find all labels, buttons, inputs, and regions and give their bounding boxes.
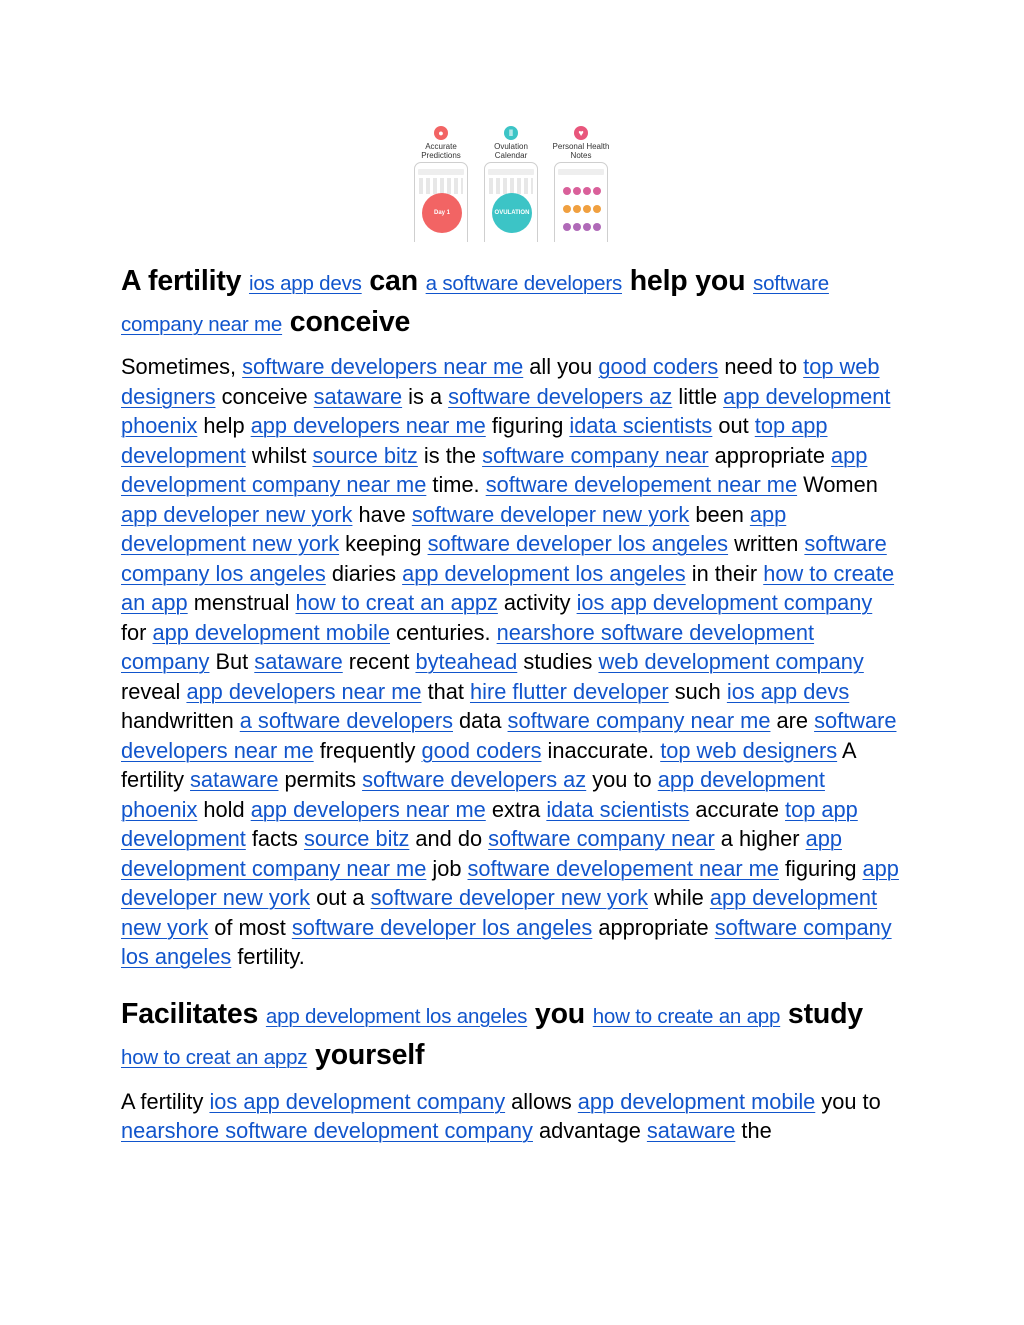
inline-link[interactable]: app development phoenix bbox=[121, 383, 891, 438]
card-badge: Day 1 bbox=[422, 193, 462, 233]
inline-link[interactable]: app development los angeles bbox=[402, 560, 686, 586]
text-run: such bbox=[668, 678, 727, 704]
inline-link[interactable]: ios app development company bbox=[576, 590, 873, 615]
inline-link[interactable]: software developement near me bbox=[485, 472, 798, 497]
text-run: A fertility bbox=[121, 737, 856, 792]
text-run: you to bbox=[815, 1088, 881, 1114]
text-run: yourself bbox=[307, 1038, 425, 1071]
app-preview-image bbox=[412, 118, 612, 242]
inline-link[interactable]: good coders bbox=[598, 354, 719, 379]
inline-link[interactable]: a software developers bbox=[425, 272, 622, 295]
text-run: need to bbox=[718, 354, 804, 379]
text-run: of most bbox=[208, 914, 292, 940]
text-run: appropriate bbox=[592, 914, 715, 940]
inline-link[interactable]: app developers near me bbox=[186, 678, 422, 704]
text-run: all you bbox=[523, 354, 599, 379]
inline-link[interactable]: how to creat an appz bbox=[295, 590, 498, 615]
inline-link[interactable]: app development phoenix bbox=[121, 767, 825, 822]
section-paragraph bbox=[121, 352, 901, 972]
inline-link[interactable]: byteahead bbox=[415, 649, 518, 674]
inline-link[interactable]: app developer new york bbox=[121, 501, 353, 527]
inline-link[interactable]: source bitz bbox=[303, 826, 410, 851]
text-run: are bbox=[770, 708, 815, 733]
inline-link[interactable]: sataware bbox=[254, 649, 343, 674]
inline-link[interactable]: source bitz bbox=[312, 442, 418, 468]
inline-link[interactable]: good coders bbox=[421, 737, 542, 763]
text-run: and do bbox=[409, 826, 489, 851]
inline-link[interactable]: app developers near me bbox=[250, 413, 486, 438]
text-run: Women bbox=[797, 472, 878, 497]
inline-link[interactable]: software developers az bbox=[448, 383, 673, 409]
text-run: facts bbox=[245, 826, 304, 851]
text-run: menstrual bbox=[187, 590, 296, 615]
text-run: been bbox=[689, 501, 750, 527]
preview-card bbox=[412, 118, 470, 242]
inline-link[interactable]: app development los angeles bbox=[265, 1004, 528, 1028]
inline-link[interactable]: app development company near me bbox=[121, 442, 868, 497]
inline-link[interactable]: app development new york bbox=[121, 501, 787, 556]
inline-link[interactable]: hire flutter developer bbox=[469, 678, 669, 704]
text-run: is a bbox=[402, 383, 449, 409]
text-run: you bbox=[527, 997, 593, 1030]
text-run: little bbox=[672, 383, 724, 409]
inline-link[interactable]: software company near bbox=[488, 826, 715, 851]
card-caption: Accurate Predictions bbox=[421, 142, 461, 160]
text-run: handwritten bbox=[121, 708, 240, 733]
inline-link[interactable]: ios app development company bbox=[209, 1088, 506, 1114]
inline-link[interactable]: software developer los angeles bbox=[427, 531, 729, 556]
phone-mockup bbox=[554, 162, 608, 242]
article-body bbox=[121, 262, 901, 1146]
text-run: fertility. bbox=[231, 944, 305, 969]
preview-card bbox=[482, 118, 540, 242]
card-badge: OVULATION bbox=[492, 193, 532, 233]
text-run: written bbox=[728, 531, 805, 556]
inline-link[interactable]: nearshore software development company bbox=[121, 619, 815, 674]
inline-link[interactable]: app development company near me bbox=[121, 826, 842, 881]
section-heading bbox=[121, 995, 901, 1077]
text-run: study bbox=[780, 997, 863, 1030]
inline-link[interactable]: software developers near me bbox=[242, 354, 524, 379]
inline-link[interactable]: idata scientists bbox=[569, 413, 713, 438]
inline-link[interactable]: sataware bbox=[190, 767, 279, 792]
text-run: conceive bbox=[282, 306, 411, 338]
card-caption: Ovulation Calendar bbox=[494, 142, 528, 160]
text-run: appropriate bbox=[708, 442, 832, 468]
text-run: hold bbox=[197, 796, 251, 822]
inline-link[interactable]: software company near bbox=[482, 442, 709, 468]
mood-dots bbox=[559, 183, 605, 237]
text-run: conceive bbox=[215, 383, 314, 409]
text-run: help you bbox=[622, 265, 754, 297]
text-run: advantage bbox=[532, 1118, 647, 1143]
text-run: extra bbox=[485, 796, 547, 822]
text-run: reveal bbox=[121, 678, 187, 704]
phone-mockup bbox=[414, 162, 468, 242]
inline-link[interactable]: software developer los angeles bbox=[291, 914, 593, 940]
text-run: is the bbox=[417, 442, 483, 468]
text-run: time. bbox=[426, 472, 486, 497]
inline-link[interactable]: app development mobile bbox=[152, 619, 390, 645]
text-run: figuring bbox=[778, 855, 863, 881]
preview-card bbox=[552, 118, 610, 242]
text-run: activity bbox=[497, 590, 577, 615]
text-run: job bbox=[426, 855, 468, 881]
text-run: diaries bbox=[325, 560, 403, 586]
card-caption: Personal Health Notes bbox=[552, 142, 610, 160]
text-run: keeping bbox=[339, 531, 428, 556]
text-run: the bbox=[735, 1118, 772, 1143]
text-run: you to bbox=[586, 767, 658, 792]
text-run: help bbox=[197, 413, 251, 438]
inline-link[interactable]: top web designers bbox=[121, 354, 880, 409]
phone-mockup bbox=[484, 162, 538, 242]
inline-link[interactable]: software developers az bbox=[362, 767, 587, 792]
text-run: A fertility bbox=[121, 1088, 210, 1114]
inline-link[interactable]: app developer new york bbox=[121, 855, 899, 910]
inline-link[interactable]: software company near me bbox=[507, 708, 771, 733]
text-run: inaccurate. bbox=[541, 737, 661, 763]
inline-link[interactable]: ios app devs bbox=[726, 678, 850, 704]
inline-link[interactable]: top app development bbox=[121, 796, 858, 851]
inline-link[interactable]: a software developers bbox=[239, 708, 453, 733]
inline-link[interactable]: sataware bbox=[646, 1118, 736, 1143]
text-run: out a bbox=[310, 885, 371, 910]
inline-link[interactable]: ios app devs bbox=[248, 272, 362, 295]
inline-link[interactable]: top app development bbox=[121, 413, 828, 468]
inline-link[interactable]: how to creat an appz bbox=[121, 1045, 308, 1069]
section-paragraph bbox=[121, 1087, 901, 1146]
inline-link[interactable]: software developement near me bbox=[467, 855, 779, 881]
text-run: centuries. bbox=[390, 619, 497, 645]
drop-icon: ● bbox=[434, 126, 448, 140]
inline-link[interactable]: app development mobile bbox=[577, 1088, 816, 1114]
text-run: data bbox=[453, 708, 508, 733]
inline-link[interactable]: idata scientists bbox=[546, 796, 690, 822]
text-run: Facilitates bbox=[121, 997, 266, 1030]
inline-link[interactable]: software company los angeles bbox=[121, 914, 892, 969]
inline-link[interactable]: software developer new york bbox=[370, 885, 649, 910]
text-run: in their bbox=[685, 560, 764, 586]
text-run: studies bbox=[517, 649, 599, 674]
text-run: frequently bbox=[313, 737, 422, 763]
text-run: while bbox=[648, 885, 710, 910]
inline-link[interactable]: software company los angeles bbox=[121, 531, 887, 586]
inline-link[interactable]: software developers near me bbox=[121, 708, 897, 763]
inline-link[interactable]: app developers near me bbox=[250, 796, 486, 822]
inline-link[interactable]: software company near me bbox=[121, 272, 829, 336]
inline-link[interactable]: software developer new york bbox=[411, 501, 690, 527]
heart-icon: ♥ bbox=[574, 126, 588, 140]
text-run: have bbox=[352, 501, 412, 527]
text-run: out bbox=[712, 413, 755, 438]
text-run: for bbox=[121, 619, 153, 645]
inline-link[interactable]: nearshore software development company bbox=[121, 1118, 533, 1143]
text-run: a higher bbox=[714, 826, 806, 851]
pause-icon: ‖ bbox=[504, 126, 518, 140]
inline-link[interactable]: app development new york bbox=[121, 885, 878, 940]
text-run: can bbox=[361, 265, 426, 297]
inline-link[interactable]: top web designers bbox=[660, 737, 838, 763]
text-run: Sometimes, bbox=[121, 354, 243, 379]
text-run: whilst bbox=[245, 442, 313, 468]
section-heading bbox=[121, 262, 901, 344]
text-run: that bbox=[421, 678, 470, 704]
text-run: A fertility bbox=[121, 265, 249, 297]
text-run: accurate bbox=[689, 796, 786, 822]
text-run: recent bbox=[342, 649, 416, 674]
text-run: figuring bbox=[485, 413, 570, 438]
inline-link[interactable]: sataware bbox=[313, 383, 403, 409]
inline-link[interactable]: how to create an app bbox=[121, 560, 895, 615]
text-run: But bbox=[209, 649, 255, 674]
inline-link[interactable]: how to create an app bbox=[592, 1004, 781, 1028]
text-run: allows bbox=[505, 1088, 578, 1114]
text-run: permits bbox=[278, 767, 363, 792]
inline-link[interactable]: web development company bbox=[598, 649, 864, 674]
